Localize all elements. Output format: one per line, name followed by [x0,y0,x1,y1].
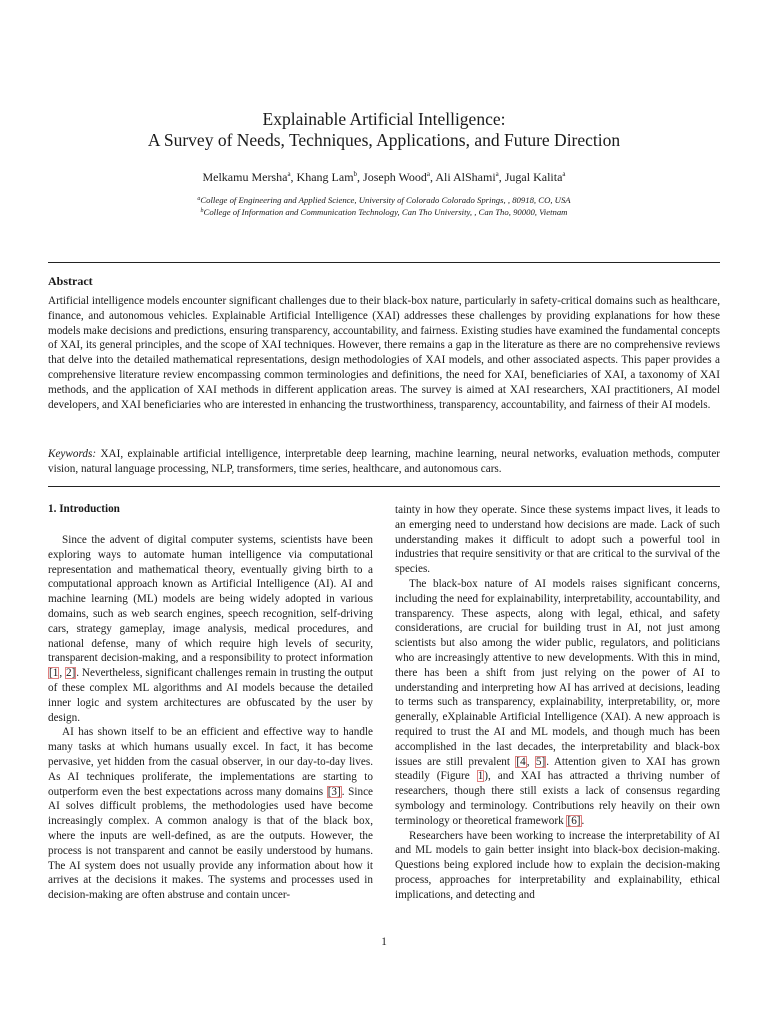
paragraph-text: . Nevertheless, significant challenges remain in trusting the output of these complex ML algorithms and AI models because the detailed inner logic and system architectures are obfuscated by the user by design. [48,667,373,724]
paper-title-line-1: Explainable Artificial Intelligence: [262,109,506,129]
paragraph-text: , [59,667,65,680]
paragraph-text: ), and XAI has attracted a thriving number of researchers, though there still exists a lack of consensus regarding symbology and terminology. Contributions rely heavily on their own terminology or theoretical framework [395,770,720,827]
author-separator: , [429,170,436,184]
left-column [48,533,373,903]
author: Melkamu Mersha [202,170,288,184]
author-separator: , [498,170,505,184]
author-affiliation-mark: a [562,170,566,178]
paper-title-line-2: A Survey of Needs, Techniques, Applications, and Future Direction [147,130,621,150]
keywords-label: Keywords: [48,448,97,460]
citation-link[interactable]: 2] [65,667,76,680]
paragraph-text: , [526,755,535,768]
author-affiliation-mark: a [426,170,430,178]
page-number: 1 [381,936,387,948]
author-affiliation-mark: a [287,170,291,178]
paragraph [395,577,720,829]
keywords [48,447,720,477]
abstract-heading: Abstract [48,274,93,288]
section-heading-introduction: 1. Introduction [48,503,120,515]
right-column [395,503,720,903]
paragraph: tainty in how they operate. Since these systems impact lives, it leads to an emerging need to understand how decisions are made. Lack of such understanding makes it difficult to adopt such a powerful tool in industries that require sensitivity or that are critical to the survival of the species. [395,504,720,576]
paragraph [48,533,373,725]
horizontal-rule [48,262,720,263]
keywords-text: XAI, explainable artificial intelligence, interpretable deep learning, machine learning, neural networks, evaluation methods, computer vision, natural language processing, NLP, transformers, time series, healthcare, and autonomous cars. [48,448,721,475]
author: Joseph Wood [363,170,427,184]
citation-link[interactable]: 5] [535,755,546,768]
author-separator: , [357,170,364,184]
author-separator: , [290,170,297,184]
citation-link[interactable]: [6] [567,814,581,827]
paragraph-text: . [581,814,585,827]
affiliation [0,207,768,217]
affiliation [0,195,768,205]
paragraph-text: AI has shown itself to be an efficient and effective way to handle many tasks at which humans usually excel. In fact, it has become pervasive, yet hidden from the casual observer, in our day-to-day lives. As AI techniques proliferate, the implementations are starting to outperform even the best expectations across many domains [48,726,373,798]
affiliation-mark: b [200,208,204,214]
author-affiliation-mark: b [353,170,358,178]
paragraph-text: The black-box nature of AI models raises significant concerns, including the need for explainability, interpretability, accountability, and transparency. These aspects, along with legal, ethical, and safety considerations, are crucial for building trust in AI, not just among scientists but also among the wider public, regulators, and politicians who are increasingly attentive to new developments. With this in mind, there has been a shift from just relying on the power of AI to understanding and interpreting how AI has arrived at decisions, leading to terms such as transparency, explainability, interpretability, or, more generally, eXplainable Artificial Intelligence (XAI). A new approach is required to trust the AI and ML models, and though much has been accomplished in the last decades, the interpretability and black-box issues are still prevalent [395,577,720,768]
affiliation-mark: a [197,196,201,202]
figure-reference-link[interactable]: 1 [477,770,484,783]
citation-link[interactable]: [4 [516,755,526,768]
paragraph: Researchers have been working to increase the interpretability of AI and ML models to gain better insight into black-box decision-making. Questions being explored include how to explain the decision-making process, approaches for interpretability and explainability, ethical implications, and detecting and [395,829,720,901]
author-affiliation-mark: a [495,170,499,178]
author: Khang Lam [296,170,354,184]
affiliation-text: College of Engineering and Applied Science, University of Colorado Colorado Springs, , 80918, CO, USA [200,195,571,205]
abstract-text: Artificial intelligence models encounter significant challenges due to their black-box nature, particularly in safety-critical domains such as healthcare, finance, and autonomous vehicles. Explainable Artificial Intelligence (XAI) addresses these challenges by providing explanations for how these models make decisions and predictions, ensuring transparency, accountability, and fairness. Existing studies have examined the fundamental concepts of XAI, its general principles, and the scope of XAI techniques. However, there remains a gap in the literature as there are no comprehensive reviews that delve into the detailed mathematical representations, design methodologies of XAI models, and other associated aspects. This paper provides a comprehensive literature review encompassing common terminologies and definitions, the need for XAI, beneficiaries of XAI, a taxonomy of XAI methods, and the application of XAI methods in different application areas. The survey is aimed at XAI researchers, XAI practitioners, AI model developers, and XAI beneficiaries who are interested in enhancing the trustworthiness, transparency, accountability, and fairness of their AI models. [48,295,720,411]
paragraph [48,725,373,903]
citation-link[interactable]: [1 [49,667,59,680]
paragraph-text: Since the advent of digital computer systems, scientists have been exploring ways to automate human intelligence via computational representation and mathematical theory, eventually giving birth to a computational approach known as Artificial Intelligence (AI). AI and machine learning (ML) models are being widely adopted in various domains, such as web search engines, speech recognition, self-driving cars, strategy gameplay, image analysis, medical procedures, and national defense, many of which require high levels of security, transparent decision-making, and a responsibility to protect information [48,534,373,665]
paragraph-text: . Attention given to XAI has grown steadily (Figure [395,755,721,783]
author-list [0,170,768,185]
citation-link[interactable]: [3] [327,785,341,798]
horizontal-rule [48,486,720,487]
author: Jugal Kalita [504,170,563,184]
author: Ali AlShami [435,170,496,184]
paragraph-text: . Since AI solves difficult problems, the methodologies used have become increasingly complex. A common analogy is that of the black box, where the inputs are well-defined, as are the outputs. However, the process is not transparent and cannot be easily understood by humans. The AI system does not usually provide any information about how it arrives at the decisions it makes. The systems and processes used in decision-making are often abstruse and contain uncer- [48,785,373,902]
affiliation-text: College of Information and Communication Technology, Can Tho University, , Can Tho, 90000, Vietnam [203,207,568,217]
